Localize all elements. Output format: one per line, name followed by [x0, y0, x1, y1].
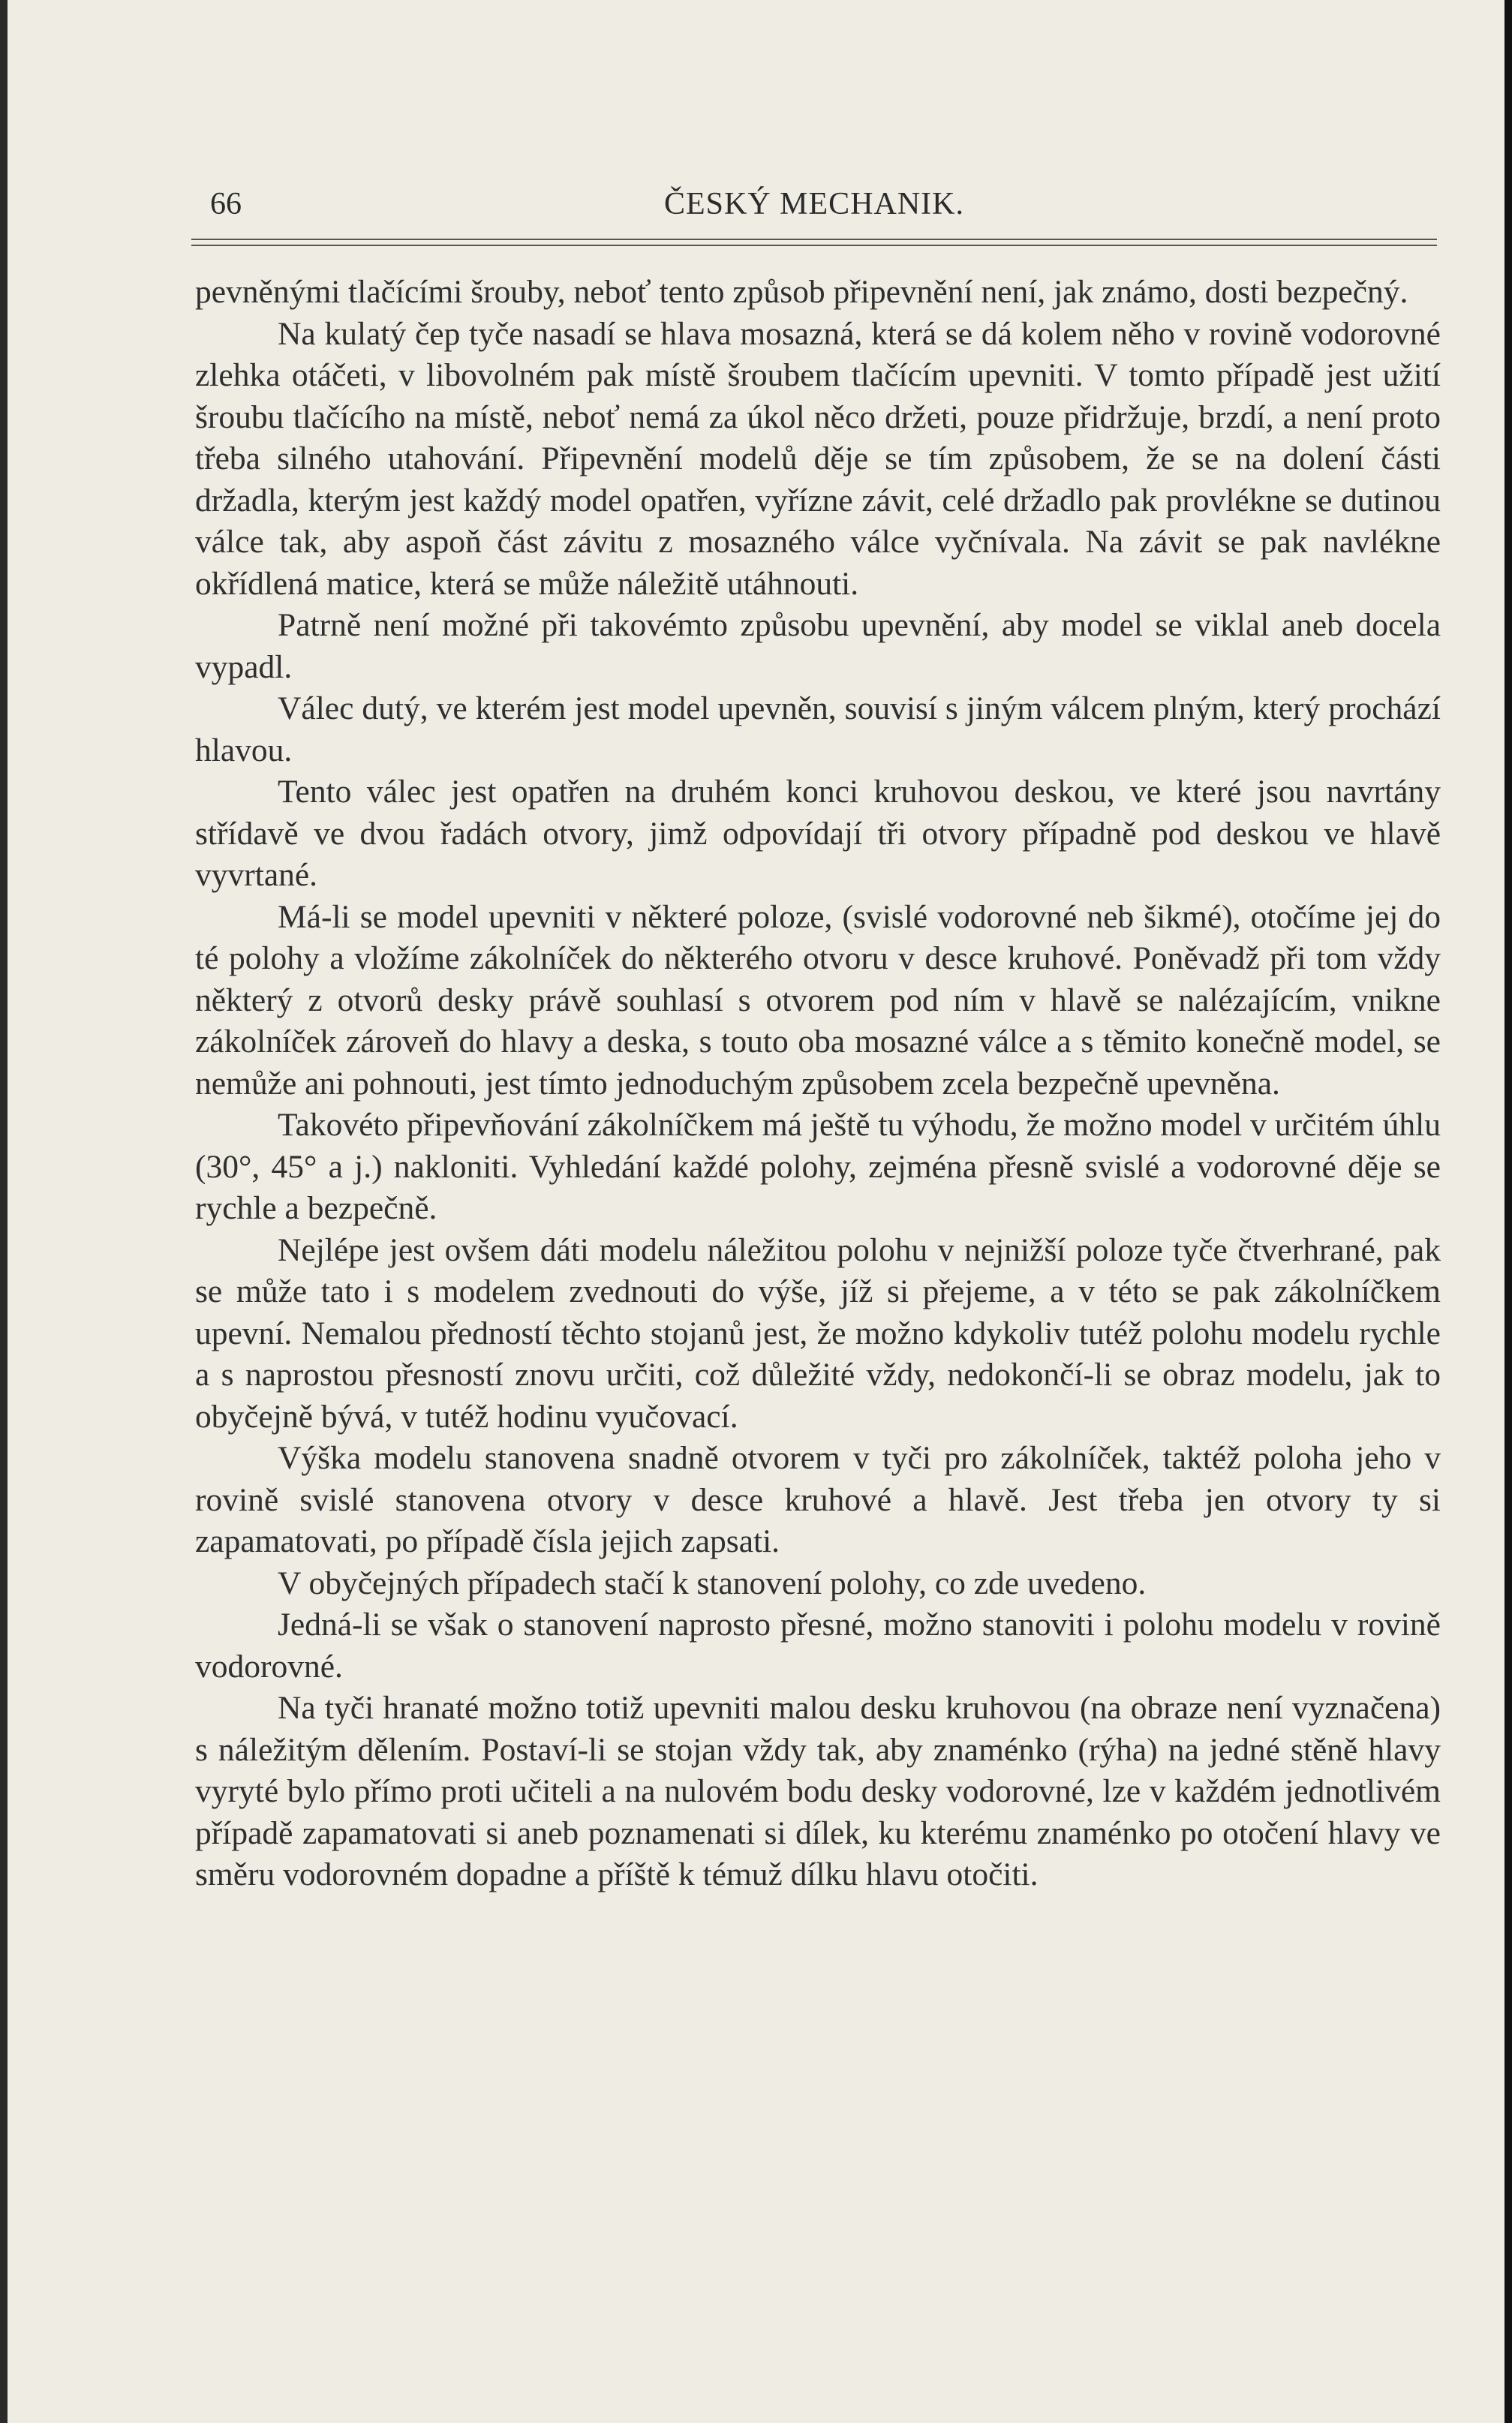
paragraph: Patrně není možné při takovémto způsobu upevnění, aby model se viklal aneb docela vypadl.: [195, 607, 1441, 685]
paragraph: V obyčejných případech stačí k stanovení polohy, co zde uvedeno.: [278, 1565, 1147, 1601]
paragraph: Výška modelu stanovena snadně otvorem v tyči pro zákolníček, taktéž poloha jeho v rovině svislé stanovena otvory v desce kruhové a hlavě. Jest třeba jen otvory ty si zapamatovati, po případě čísla jejich zapsati.: [195, 1440, 1441, 1559]
paragraph: Na kulatý čep tyče nasadí se hlava mosazná, která se dá kolem něho v rovině vodorovné zlehka otáčeti, v libovolném pak místě šroubem tlačícím upevniti. V tomto případě jest užití šroubu tlačícího na místě, neboť nemá za úkol něco držeti, pouze přidržuje, brzdí, a není proto třeba silného utahování. Připevnění modelů děje se tím způsobem, že se na dolení části držadla, kterým jest každý model opatřen, vyřízne závit, celé držadlo pak provlékne se dutinou válce tak, aby aspoň část závitu z mosazného válce vyčnívala. Na závit se pak navlékne okřídlená matice, která se může náležitě utáhnouti.: [195, 315, 1441, 602]
running-title: ČESKÝ MECHANIK.: [663, 187, 964, 221]
paragraph: Na tyči hranaté možno totiž upevniti malou desku kruhovou (na obraze není vyznačena) s náležitým dělením. Postaví-li se stojan vždy tak, aby znaménko (rýha) na jedné stěně hlavy vyryté bylo přímo proti učiteli a na nulovém bodu desky vodorovné, lze v každém jednotlivém případě zapamatovati si aneb poznamenati si dílek, ku kterému znaménko po otočení hlavy ve směru vodorovném dopadne a příště k témuž dílku hlavu otočiti.: [195, 1690, 1441, 1892]
page-header: [191, 186, 1437, 231]
paragraph: Takovéto připevňování zákolníčkem má ještě tu výhodu, že možno model v určitém úhlu (30°, 45° a j.) nakloniti. Vyhledání každé polohy, zejména přesně svislé a vodorovné děje se rychle a bezpečně.: [195, 1107, 1441, 1226]
article-body: [195, 272, 1441, 2238]
page: [8, 0, 1504, 2423]
header-rule-bottom: [191, 245, 1437, 246]
paragraph: Nejlépe jest ovšem dáti modelu náležitou polohu v nejnižší poloze tyče čtverhrané, pak se může tato i s modelem zvednouti do výše, jíž si přejeme, a v této se pak zákolníčkem upevní. Nemalou předností těchto stojanů jest, že možno kdykoliv tutéž polohu modelu rychle a s naprostou přesností znovu určiti, což důležité vždy, nedokončí-li se obraz modelu, jak to obyčejně bývá, v tutéž hodinu vyučovací.: [195, 1231, 1441, 1435]
header-rule-top: [191, 239, 1437, 240]
page-number: 66: [210, 187, 242, 221]
scan-edge: [1504, 0, 1512, 2423]
paragraph: Jedná-li se však o stanovení naprosto přesné, možno stanoviti i polohu modelu v rovině vodorovné.: [195, 1607, 1441, 1685]
paragraph: Má-li se model upevniti v některé poloze, (svislé vodorovné neb šikmé), otočíme jej do té polohy a vložíme zákolníček do některého otvoru v desce kruhové. Poněvadž při tom vždy některý z otvorů desky právě souhlasí s otvorem pod ním v hlavě se nalézajícím, vnikne zákolníček zároveň do hlavy a deska, s touto oba mosazné válce a s těmito konečně model, se nemůže ani pohnouti, jest tímto jednoduchým způsobem zcela bezpečně upevněna.: [195, 898, 1441, 1102]
paragraph: Tento válec jest opatřen na druhém konci kruhovou deskou, ve které jsou navrtány střídavě ve dvou řadách otvory, jimž odpovídají tři otvory případně pod deskou ve hlavě vyvrtané.: [195, 774, 1441, 893]
paragraph-continued: pevněnými tlačícími šrouby, neboť tento způsob připevnění není, jak známo, dosti bezpečný.: [195, 274, 1408, 310]
paragraph: Válec dutý, ve kterém jest model upevněn, souvisí s jiným válcem plným, který prochází hlavou.: [195, 690, 1441, 768]
